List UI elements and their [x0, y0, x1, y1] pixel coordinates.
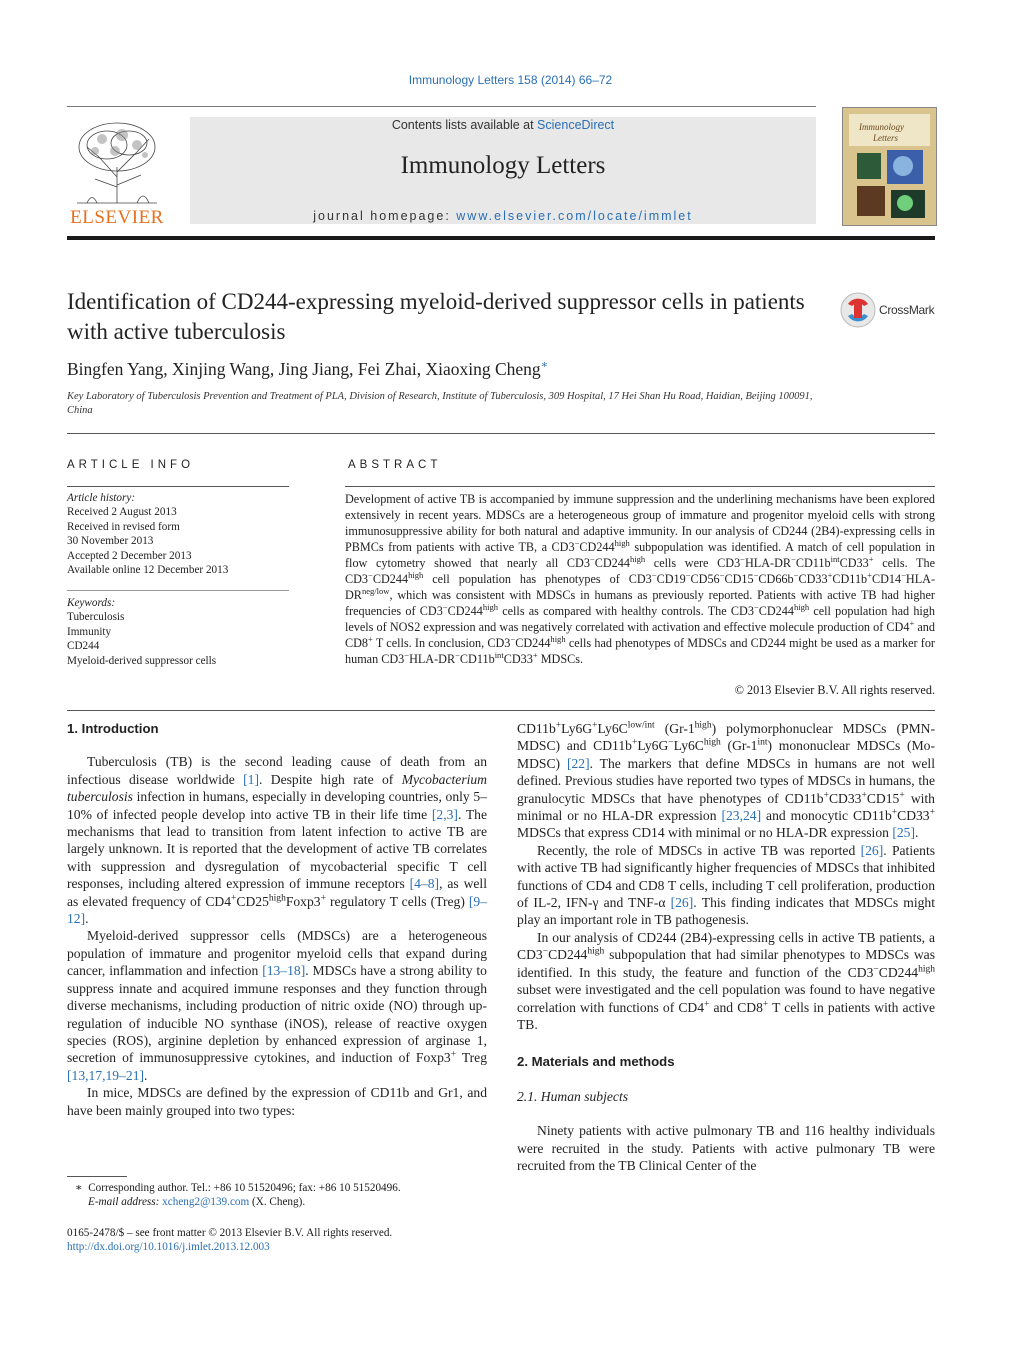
history-item: Accepted 2 December 2013	[67, 549, 192, 562]
paragraph: Ninety patients with active pulmonary TB and 116 healthy individuals were recruited in the study. Patients with active pulmonary TB were recruited from the TB Clinical Center of the	[517, 1123, 935, 1173]
article-info-rule	[67, 486, 289, 487]
author-list	[67, 359, 548, 380]
contents-line	[190, 118, 816, 132]
journal-reference[interactable]: Immunology Letters 158 (2014) 66–72	[408, 73, 613, 87]
affiliation-divider	[67, 433, 935, 434]
paragraph: Myeloid-derived suppressor cells (MDSCs) are a heterogeneous population of immature and progenitor myeloid cells that expand during cancer, inflammation and infection [13–18]. MDSCs have a strong ability to suppress innate and acquired immune responses and they function through diverse mechanisms, including production of nitric oxide (NO) through up-regulation of inducible NO synthase (iNOS), release of reactive oxygen species (ROS), arginine depletion by enhanced expression of arginase 1, secretion of immunosuppressive cytokines, and induction of Foxp3+ Treg [13,17,19–21].	[67, 928, 487, 1083]
homepage-prefix: journal homepage:	[313, 209, 457, 223]
keywords-label: Keywords:	[67, 597, 116, 609]
journal-title: Immunology Letters	[400, 152, 606, 179]
abstract-rule	[345, 486, 935, 487]
homepage-link[interactable]: www.elsevier.com/locate/immlet	[456, 209, 693, 223]
paragraph: In mice, MDSCs are defined by the expression of CD11b and Gr1, and have been mainly grouped into two types:	[67, 1085, 487, 1118]
footnote-email	[67, 1195, 487, 1209]
copyright: © 2013 Elsevier B.V. All rights reserved.	[734, 683, 935, 697]
keywords-rule	[67, 590, 289, 591]
paragraph: Recently, the role of MDSCs in active TB was reported [26]. Patients with active TB had significantly higher frequencies of MDSCs that inhibited functions of CD4 and CD8 T cells, including T cell proliferation, production of IL-2, IFN-γ and TNF-α [26]. This finding indicates that MDSCs might play an important role in TB pathogenesis.	[517, 842, 936, 928]
abstract-bottom-rule	[67, 710, 935, 711]
email-label: E-mail address:	[88, 1196, 160, 1209]
authors-text: Bingfen Yang, Xinjing Wang, Jing Jiang, Fei Zhai, Xiaoxing Cheng	[67, 359, 541, 379]
citation-link[interactable]: [4–8]	[409, 876, 440, 892]
citation-link[interactable]: [9–12]	[67, 893, 487, 927]
svg-text:Immunology: Immunology	[859, 122, 904, 132]
footnote-mark: ∗	[75, 1182, 83, 1194]
citation-link[interactable]: [22]	[566, 755, 590, 771]
footnote-rule	[67, 1176, 127, 1177]
history-label: Article history:	[67, 492, 136, 504]
sciencedirect-link[interactable]: ScienceDirect	[537, 118, 615, 132]
citation-link[interactable]: [13,17,19–21]	[67, 1067, 145, 1083]
citation-link[interactable]: [23,24]	[721, 808, 762, 824]
abstract-heading: ABSTRACT	[348, 459, 442, 471]
citation-link[interactable]: [25]	[892, 825, 915, 841]
citation-link[interactable]: [13–18]	[262, 963, 306, 979]
elsevier-wordmark: ELSEVIER	[70, 207, 164, 228]
subjects-subheading: 2.1. Human subjects	[517, 1088, 629, 1104]
email-suffix: (X. Cheng).	[249, 1196, 306, 1209]
top-divider	[67, 106, 816, 107]
keyword-item: Myeloid-derived suppressor cells	[67, 654, 217, 667]
crossmark-label[interactable]: CrossMark	[879, 303, 935, 317]
keyword-item: Tuberculosis	[67, 611, 125, 624]
header-thick-rule	[67, 236, 935, 240]
introduction-heading: 1. Introduction	[67, 721, 159, 736]
citation-link[interactable]: [26]	[860, 842, 884, 858]
affiliation: Key Laboratory of Tuberculosis Prevention and Treatment of PLA, Division of Research, Institute of Tuberculosis, 309 Hospital, 17 Hei Shan Hu Road, Haidian, Beijing 100091, China	[67, 391, 813, 416]
footnote	[67, 1181, 487, 1210]
issn-line: 0165-2478/$ – see front matter © 2013 Elsevier B.V. All rights reserved.	[67, 1227, 393, 1239]
history-item: Received 2 August 2013	[67, 506, 177, 519]
article-title: Identification of CD244-expressing myeloid-derived suppressor cells in patients with active tuberculosis	[67, 289, 805, 344]
corresponding-mark[interactable]: ∗	[540, 359, 549, 372]
history-item: Received in revised form	[67, 520, 180, 533]
email-link[interactable]: xcheng2@139.com	[162, 1196, 250, 1209]
doi-link[interactable]: http://dx.doi.org/10.1016/j.imlet.2013.12.003	[67, 1241, 270, 1254]
keyword-item: Immunity	[67, 625, 112, 638]
history-item: Available online 12 December 2013	[67, 564, 229, 577]
homepage-line	[190, 209, 816, 223]
article-history	[67, 491, 289, 577]
svg-text:Letters: Letters	[873, 133, 899, 143]
footnote-corresponding-text: Corresponding author. Tel.: +86 10 51520496; fax: +86 10 51520496.	[88, 1182, 401, 1194]
body-column-right	[517, 720, 935, 1174]
contents-prefix: Contents lists available at	[391, 118, 538, 132]
issn-block	[67, 1226, 487, 1255]
citation-link[interactable]: [1]	[243, 771, 259, 787]
citation-link[interactable]: [26]	[670, 895, 694, 911]
abstract-body: Development of active TB is accompanied by immune suppression and the underlining mechanisms have been explored extensively in recent years. MDSCs are a heterogeneous group of immature and progenitor myeloid cells with strong immunosuppressive ability for both natural and adaptive immunity. In our analysis of CD244 (2B4)-expressing cells in PBMCs from patients with active TB, a $CD3^-CD244^{high}$ subpopulation was identified. A match of cell population in flow cytometry showed that nearly all $CD3^-CD244^{high}$ cells were $CD3^-HLA-DR^-CD11b^{int}CD33^+$ cells. The $CD3^-CD244^{high}$ cell population has phenotypes of $CD3^-CD19^-CD56^-CD15^-CD66b^-CD33^+CD11b^+CD14^-HLA-DR^{neg/low}$, which was consistent with MDSCs in humans as previously reported. Patients with active TB had higher frequencies of $CD3^-CD244^{high}$ cells as compared with healthy controls. The $CD3^-CD244^{high}$ cell population had high levels of NOS2 expression and was negatively correlated with activation and effective molecule production of CD4+ and CD8+ T cells. In conclusion, $CD3^-CD244^{high}$ cells had phenotypes of MDSCs and CD244 might be used as a marker for human $CD3^-HLA-DR^-CD11b^{int}CD33^+$ MDSCs.	[345, 492, 936, 666]
article-info-heading: ARTICLE INFO	[67, 459, 195, 471]
methods-heading: 2. Materials and methods	[517, 1054, 675, 1070]
footnote-corresponding	[67, 1181, 487, 1195]
paragraph: In our analysis of CD244 (2B4)-expressing cells in active TB patients, a $CD3^-CD244^{high}$ subpopulation that had similar phenotypes to MDSCs was identified. In this study, the feature and function of the $CD3^-CD244^{high}$ subset were investigated and the cell population was found to have negative correlation with functions of CD4+ and CD8+ T cells in patients with active TB.	[517, 929, 936, 1032]
history-item: 30 November 2013	[67, 535, 154, 548]
paragraph: $CD11b^+Ly6G^+Ly6C^{low/int}$ $(Gr-1^{high})$ polymorphonuclear MDSCs (PMN-MDSC) and $CD11b^+Ly6G^-Ly6C^{high}$ $(Gr-1^{int})$ mononuclear MDSCs (Mo-MDSC) [22]. The markers that define MDSCs in humans are not well defined. Previous studies have reported two types of MDSCs in humans, the granulocytic MDSCs that have phenotypes of CD11b+CD33+CD15+ with minimal or no HLA-DR expression [23,24] and monocytic CD11b+CD33+ MDSCs that express CD14 with minimal or no HLA-DR expression [25].	[517, 720, 936, 841]
journal-cover-image[interactable]	[842, 107, 937, 226]
body-column-left	[67, 720, 487, 1119]
citation-link[interactable]: [2,3]	[431, 806, 458, 822]
keywords	[67, 596, 289, 668]
keyword-item: CD244	[67, 640, 100, 653]
cover-art	[843, 108, 936, 225]
paragraph: Tuberculosis (TB) is the second leading cause of death from an infectious disease worldwide [1]. Despite high rate of Mycobacterium tuberculosis infection in humans, especially in developing countries, only 5–10% of infected people develop into active TB in their life time [2,3]. The mechanisms that lead to transition from latent infection to active TB are largely unknown. It is reported that the development of active TB correlates with suppression and dysregulation of mycobacterial specific T cell responses, including altered expression of immune receptors [4–8], as well as elevated frequency of $CD4^+CD25^{high}Foxp3^+$ regulatory T cells (Treg) [9–12].	[67, 754, 488, 927]
